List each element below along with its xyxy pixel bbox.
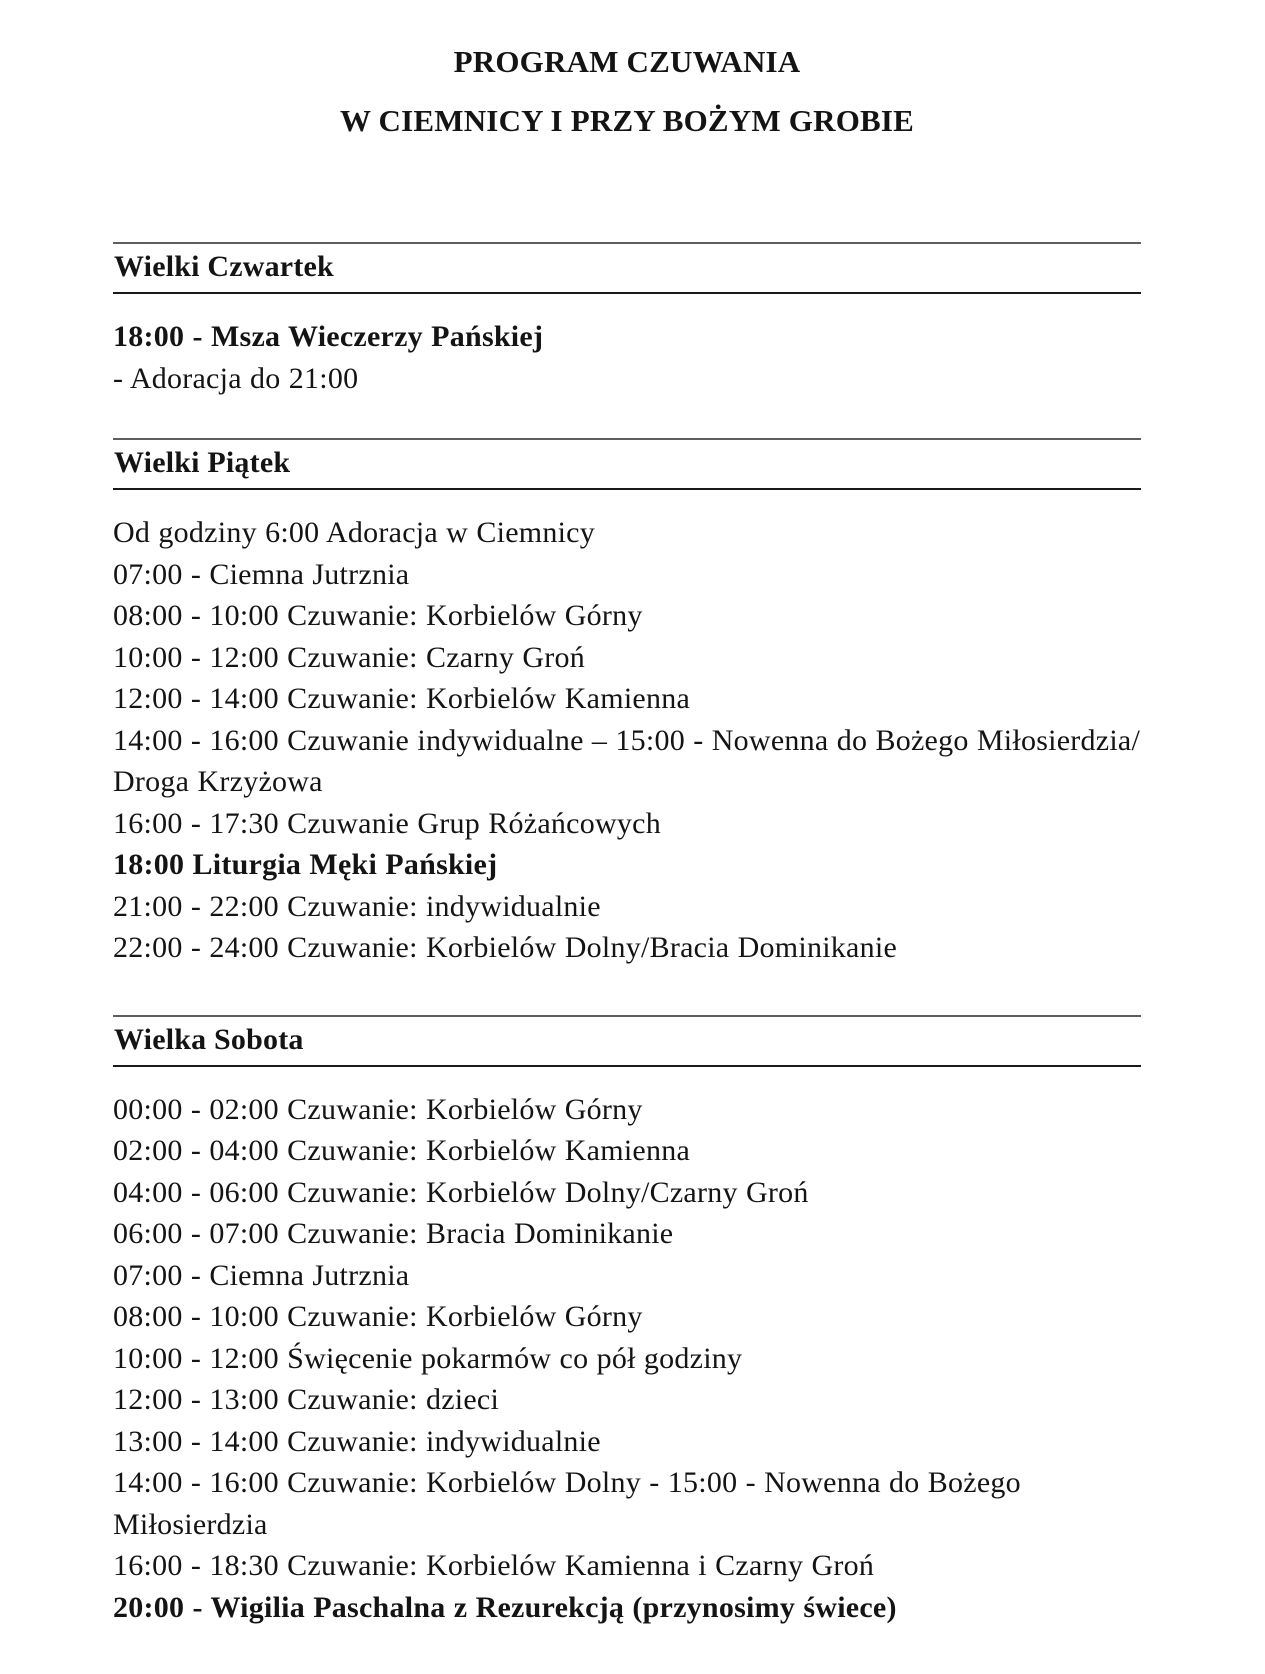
section-heading: Wielki Piątek: [113, 438, 1141, 490]
schedule-line: 08:00 - 10:00 Czuwanie: Korbielów Górny: [113, 599, 643, 632]
schedule-line: 16:00 - 18:30 Czuwanie: Korbielów Kamienna i Czarny Groń: [113, 1549, 875, 1582]
schedule-line: 12:00 - 13:00 Czuwanie: dzieci: [113, 1383, 500, 1416]
schedule-line: 14:00 - 16:00 Czuwanie indywidualne – 15:00 - Nowenna do Bożego Miłosierdzia/ Droga Krzyżowa: [113, 723, 1141, 798]
schedule-section: [113, 438, 1141, 969]
schedule-line: 00:00 - 02:00 Czuwanie: Korbielów Górny: [113, 1092, 643, 1126]
section-body: [113, 1089, 1141, 1629]
schedule-sections: [113, 242, 1141, 1628]
schedule-line: 18:00 - Msza Wieczerzy Pańskiej: [113, 320, 544, 353]
schedule-line: 04:00 - 06:00 Czuwanie: Korbielów Dolny/Czarny Groń: [113, 1175, 809, 1209]
schedule-section: [113, 242, 1141, 399]
schedule-line: 16:00 - 17:30 Czuwanie Grup Różańcowych: [113, 806, 661, 840]
section-body: [113, 316, 1141, 399]
section-body: [113, 512, 1141, 969]
document-title-line2: W CIEMNICY I PRZY BOŻYM GROBIE: [339, 103, 915, 138]
section-heading: Wielka Sobota: [113, 1015, 1141, 1067]
schedule-line: 20:00 - Wigilia Paschalna z Rezurekcją (przynosimy świece): [113, 1590, 897, 1624]
schedule-line: 22:00 - 24:00 Czuwanie: Korbielów Dolny/Bracia Dominikanie: [113, 931, 898, 964]
schedule-line: 10:00 - 12:00 Czuwanie: Czarny Groń: [113, 640, 585, 674]
schedule-line: 08:00 - 10:00 Czuwanie: Korbielów Górny: [113, 1300, 643, 1333]
schedule-line: Od godziny 6:00 Adoracja w Ciemnicy: [113, 516, 595, 549]
schedule-line: 21:00 - 22:00 Czuwanie: indywidualnie: [113, 889, 601, 923]
schedule-line: 13:00 - 14:00 Czuwanie: indywidualnie: [113, 1424, 601, 1458]
schedule-section: [113, 1015, 1141, 1629]
schedule-line: 14:00 - 16:00 Czuwanie: Korbielów Dolny - 15:00 - Nowenna do Bożego Miłosierdzia: [113, 1466, 1021, 1541]
schedule-line: 10:00 - 12:00 Święcenie pokarmów co pół godziny: [113, 1341, 743, 1375]
schedule-line: - Adoracja do 21:00: [113, 361, 359, 395]
schedule-line: 07:00 - Ciemna Jutrznia: [113, 557, 410, 591]
document-title-line1: PROGRAM CZUWANIA: [453, 44, 801, 79]
schedule-line: 12:00 - 14:00 Czuwanie: Korbielów Kamienna: [113, 682, 691, 715]
schedule-line: 18:00 Liturgia Męki Pańskiej: [113, 848, 498, 881]
section-heading: Wielki Czwartek: [113, 242, 1141, 294]
schedule-line: 02:00 - 04:00 Czuwanie: Korbielów Kamienna: [113, 1134, 691, 1167]
schedule-line: 06:00 - 07:00 Czuwanie: Bracia Dominikanie: [113, 1217, 674, 1250]
schedule-line: 07:00 - Ciemna Jutrznia: [113, 1258, 410, 1292]
